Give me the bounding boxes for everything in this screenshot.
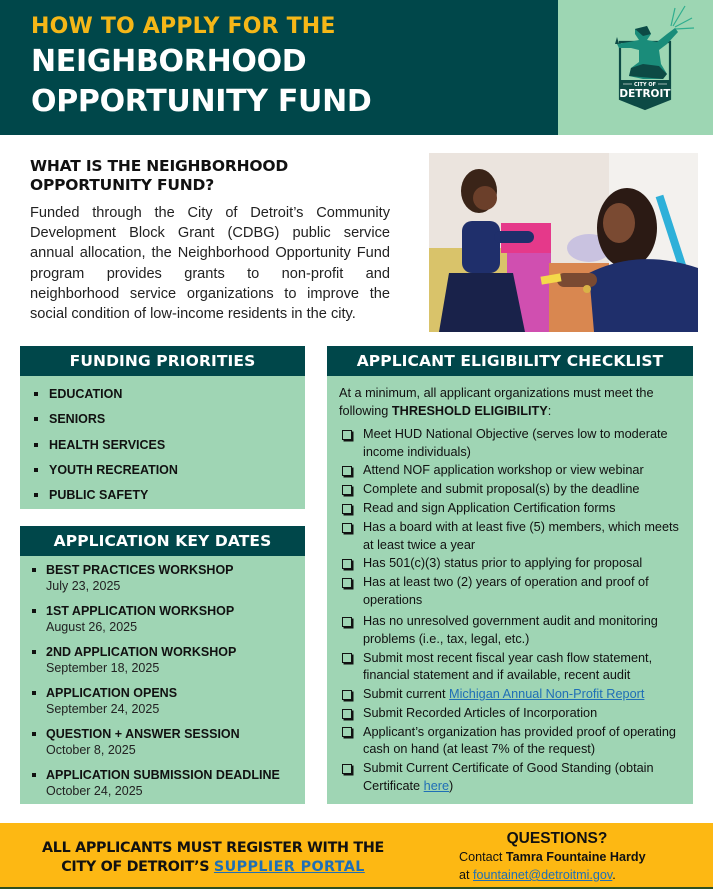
questions-title: QUESTIONS?	[506, 830, 608, 847]
eligibility-intro-suffix: :	[547, 403, 552, 418]
key-dates-title: APPLICATION KEY DATES	[20, 526, 305, 556]
checkbox-icon[interactable]	[342, 485, 352, 495]
hero-photo	[429, 153, 698, 332]
checkbox-icon[interactable]	[342, 617, 352, 627]
checklist-item-text: Read and sign Application Certification forms	[363, 501, 616, 516]
checklist-item-text	[363, 686, 644, 704]
checklist-item-text: Attend NOF application workshop or view webinar	[363, 463, 644, 478]
svg-text:DETROIT: DETROIT	[619, 88, 671, 100]
list-item	[34, 411, 178, 436]
checklist-item	[342, 650, 687, 685]
footer-banner	[0, 823, 713, 889]
bullet-icon	[34, 417, 38, 421]
key-dates-list	[32, 562, 280, 808]
funding-priorities-list	[34, 386, 178, 512]
email-line	[459, 866, 662, 884]
event-date: July 23, 2025	[46, 579, 121, 593]
priority-label: EDUCATION	[49, 387, 123, 401]
checklist-item	[342, 613, 687, 648]
event-name: APPLICATION SUBMISSION DEADLINE	[46, 768, 280, 782]
supplier-portal-link[interactable]: SUPPLIER PORTAL	[213, 859, 365, 875]
register-notice-prefix: CITY OF DETROIT’S	[61, 859, 214, 875]
checklist-item	[342, 500, 687, 518]
funding-priorities-panel	[20, 346, 305, 509]
list-item	[32, 603, 280, 644]
certificate-here-link[interactable]: here	[423, 778, 450, 793]
bullet-icon	[34, 392, 38, 396]
list-item	[34, 437, 178, 462]
header-banner	[0, 0, 713, 135]
checkbox-icon[interactable]	[342, 709, 352, 719]
photo-illustration	[429, 153, 698, 332]
event-date: October 8, 2025	[46, 743, 136, 757]
checklist-item	[342, 426, 687, 461]
header-title-line1: NEIGHBORHOOD	[31, 44, 307, 79]
event-name: 1ST APPLICATION WORKSHOP	[46, 604, 235, 618]
event-date: October 24, 2025	[46, 784, 143, 798]
checkbox-icon[interactable]	[342, 653, 352, 663]
checklist-item-prefix: Submit current	[363, 687, 450, 702]
spirit-of-detroit-icon	[615, 6, 694, 109]
checklist-item	[342, 462, 687, 480]
event-name: BEST PRACTICES WORKSHOP	[46, 563, 234, 577]
priority-label: HEALTH SERVICES	[49, 437, 166, 452]
checklist-item-text: Submit Recorded Articles of Incorporation	[363, 706, 598, 721]
city-of-detroit-logo	[595, 4, 695, 114]
list-item	[32, 685, 280, 726]
svg-text:CITY OF: CITY OF	[634, 82, 656, 88]
email-suffix: .	[612, 868, 616, 882]
list-item	[32, 644, 280, 685]
checklist-item	[342, 686, 687, 704]
intro-heading-line2: OPPORTUNITY FUND?	[30, 176, 215, 194]
checklist-item-text: Has 501(c)(3) status prior to applying for proposal	[363, 556, 643, 571]
header-title-panel	[0, 0, 558, 135]
checkbox-icon[interactable]	[342, 466, 352, 476]
intro-heading-line1: WHAT IS THE NEIGHBORHOOD	[30, 157, 289, 175]
checklist-item	[342, 574, 687, 609]
list-item	[32, 767, 280, 808]
contact-email-link[interactable]: fountainet@detroitmi.gov	[473, 868, 613, 882]
checkbox-icon[interactable]	[342, 578, 352, 588]
checklist-item	[342, 760, 687, 795]
bullet-icon	[32, 568, 36, 572]
list-item	[34, 487, 178, 512]
list-item	[34, 386, 178, 411]
checkbox-icon[interactable]	[342, 430, 352, 440]
eligibility-checklist-title: APPLICANT ELIGIBILITY CHECKLIST	[327, 346, 693, 376]
checkbox-icon[interactable]	[342, 559, 352, 569]
contact-line	[459, 848, 662, 866]
checkbox-icon[interactable]	[342, 690, 352, 700]
event-date: September 24, 2025	[46, 702, 160, 716]
checkbox-icon[interactable]	[342, 764, 352, 774]
checklist-item-text: Meet HUD National Objective (serves low to moderate income individuals)	[363, 427, 668, 459]
header-subtitle: HOW TO APPLY FOR THE	[31, 14, 336, 39]
checklist-item-text	[363, 760, 687, 795]
priority-label: PUBLIC SAFETY	[49, 488, 149, 503]
checklist-item-suffix: )	[449, 778, 454, 793]
intro-heading	[30, 157, 390, 195]
event-date: August 26, 2025	[46, 620, 138, 634]
checklist-item-text: Complete and submit proposal(s) by the deadline	[363, 482, 640, 497]
checklist-item	[342, 481, 687, 499]
eligibility-intro	[339, 385, 684, 420]
register-notice-line1: ALL APPLICANTS MUST REGISTER WITH THE	[42, 840, 384, 856]
bullet-icon	[34, 468, 38, 472]
eligibility-checklist-panel	[327, 346, 693, 804]
priority-label: SENIORS	[49, 412, 106, 427]
register-notice	[18, 839, 408, 877]
checklist-item	[342, 724, 687, 759]
bullet-icon	[32, 732, 36, 736]
bullet-icon	[34, 443, 38, 447]
bullet-icon	[34, 493, 38, 497]
checkbox-icon[interactable]	[342, 523, 352, 533]
bullet-icon	[32, 691, 36, 695]
checkbox-icon[interactable]	[342, 504, 352, 514]
threshold-eligibility-label: THRESHOLD ELIGIBILITY	[391, 403, 548, 418]
event-name: APPLICATION OPENS	[46, 686, 178, 700]
contact-name: Tamra Fountaine Hardy	[505, 850, 646, 864]
checklist-item-text: Has no unresolved government audit and monitoring problems (i.e., tax, legal, etc.)	[363, 614, 658, 646]
event-name: 2ND APPLICATION WORKSHOP	[46, 645, 237, 659]
bullet-icon	[32, 773, 36, 777]
priority-label: YOUTH RECREATION	[49, 462, 178, 477]
list-item	[32, 562, 280, 603]
event-name: QUESTION + ANSWER SESSION	[46, 727, 240, 741]
questions-block	[452, 829, 662, 884]
checklist-item-prefix: Submit Current Certificate of Good Standing (obtain Certificate	[363, 761, 654, 793]
eligibility-checklist	[342, 426, 687, 797]
register-notice-line2	[18, 858, 408, 877]
michigan-nonprofit-report-link[interactable]: Michigan Annual Non-Profit Report	[449, 687, 645, 702]
checklist-item-text: Has at least two (2) years of operation and proof of operations	[363, 575, 649, 607]
checklist-item-text: Has a board with at least five (5) members, which meets at least twice a year	[363, 520, 679, 552]
checklist-item	[342, 555, 687, 573]
bullet-icon	[32, 609, 36, 613]
intro-body: Funded through the City of Detroit’s Community Development Block Grant (CDBG) public service annual allocation, the Neighborhood Opportunity Fund program provides grants to non-profit and neighborhood service organizations to improve the social condition of low-income residents in the city.	[30, 205, 390, 323]
event-date: September 18, 2025	[46, 661, 160, 675]
contact-prefix: Contact	[459, 850, 506, 864]
checklist-item-text: Applicant’s organization has provided proof of operating cash on hand (at least 7% of the request)	[363, 724, 676, 757]
checklist-item	[342, 519, 687, 554]
list-item	[34, 462, 178, 487]
funding-priorities-title: FUNDING PRIORITIES	[20, 346, 305, 376]
key-dates-panel	[20, 526, 305, 804]
header-title-line2: OPPORTUNITY FUND	[31, 84, 372, 119]
checklist-item-text: Submit most recent fiscal year cash flow statement, financial statement and if available, recent audit	[363, 650, 653, 683]
bullet-icon	[32, 650, 36, 654]
checklist-item	[342, 705, 687, 723]
email-prefix: at	[459, 868, 474, 882]
eligibility-intro-text: At a minimum, all applicant organizations must meet the following	[339, 386, 654, 418]
checkbox-icon[interactable]	[342, 727, 352, 737]
list-item	[32, 726, 280, 767]
